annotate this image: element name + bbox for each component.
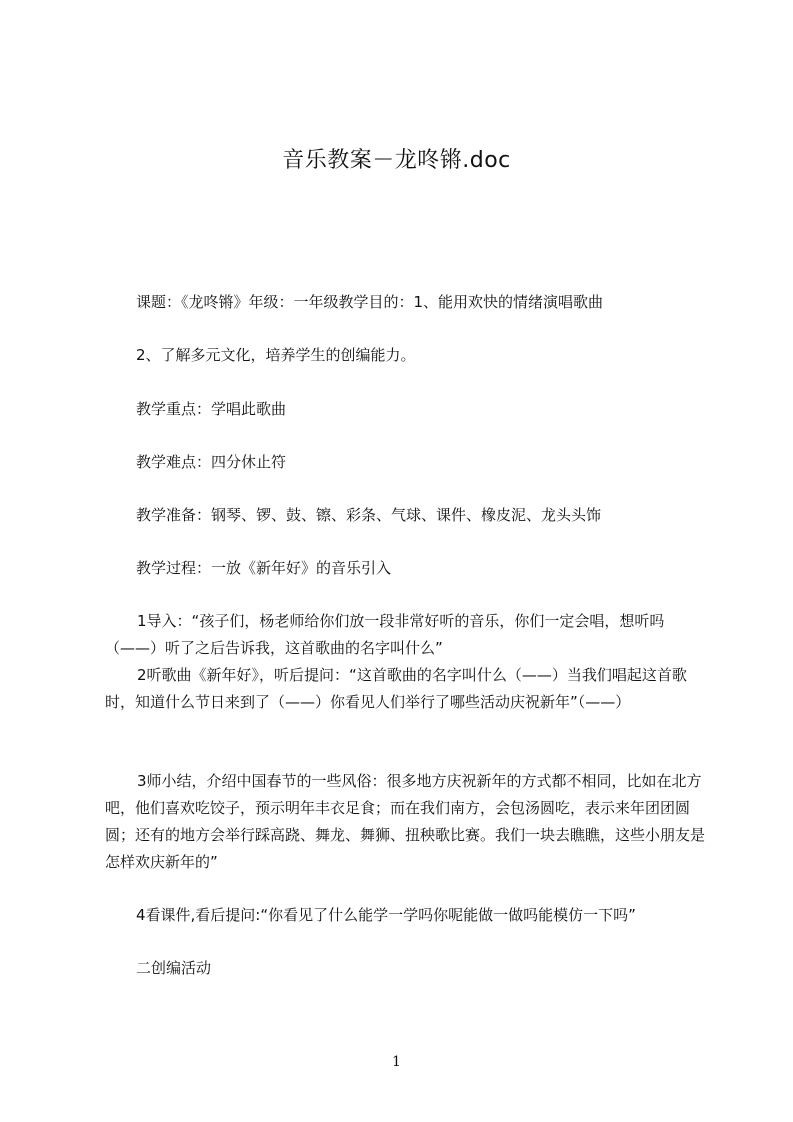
paragraph-step-2: 2听歌曲《新年好》，听后提问：“这首歌曲的名字叫什么（——）当我们唱起这首歌时，知道什么节日来到了（——）你看见人们举行了哪些活动庆祝新年”（——） xyxy=(105,666,687,711)
paragraph-step-1: 1导入：“孩子们，杨老师给你们放一段非常好听的音乐，你们一定会唱，想听吗（——）听了之后告诉我，这首歌曲的名字叫什么” xyxy=(105,612,665,657)
paragraph-teaching-focus: 教学重点：学唱此歌曲 xyxy=(136,400,287,418)
paragraph-teaching-process: 教学过程：一放《新年好》的音乐引入 xyxy=(136,559,392,577)
paragraph-section-2: 二创编活动 xyxy=(136,959,212,977)
paragraph-teaching-prep: 教学准备：钢琴、锣、鼓、镲、彩条、气球、课件、橡皮泥、龙头头饰 xyxy=(136,506,602,524)
paragraph-step-3: 3师小结，介绍中国春节的一些风俗：很多地方庆祝新年的方式都不相同，比如在北方吧，他们喜欢吃饺子，预示明年丰衣足食；而在我们南方，会包汤圆吃，表示来年团团圆圆；还有的地方会举行踩高跷、舞龙、舞狮、扭秧歌比赛。我们一块去瞧瞧，这些小朋友是怎样欢庆新年的” xyxy=(105,772,706,871)
paragraph-step-4: 4看课件,看后提问:“你看见了什么能学一学吗你呢能做一做吗能模仿一下吗” xyxy=(136,906,636,924)
paragraph-teaching-difficulty: 教学难点：四分休止符 xyxy=(136,453,287,471)
paragraph-lesson-info: 课题：《龙咚锵》年级：一年级教学目的：1、能用欢快的情绪演唱歌曲 xyxy=(136,293,604,311)
document-title: 音乐教案－龙咚锵.doc xyxy=(282,148,511,173)
page-number: 1 xyxy=(392,1054,401,1070)
paragraph-objective-2: 2、了解多元文化，培养学生的创编能力。 xyxy=(136,346,416,364)
